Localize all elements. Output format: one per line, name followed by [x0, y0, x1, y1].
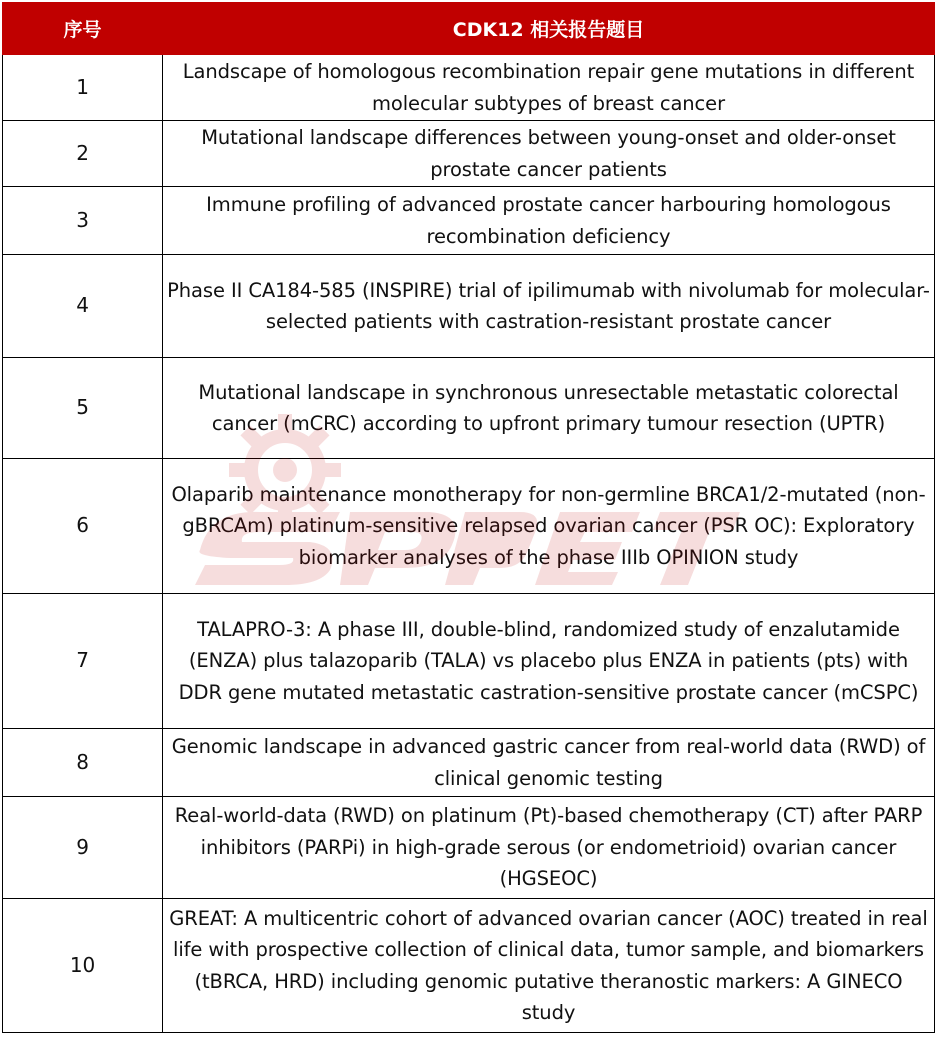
index-column-header: 序号	[3, 3, 163, 55]
row-title: Mutational landscape differences between young-onset and older-onset prostate cancer patients	[163, 121, 935, 187]
row-title: Real-world-data (RWD) on platinum (Pt)-based chemotherapy (CT) after PARP inhibitors (PARPi) in high-grade serous (or endometrioid) ovarian cancer (HGSEOC)	[163, 797, 935, 899]
row-title: Phase II CA184-585 (INSPIRE) trial of ipilimumab with nivolumab for molecular-selected patients with castration-resistant prostate cancer	[163, 255, 935, 358]
row-index: 2	[3, 121, 163, 187]
row-title: TALAPRO-3: A phase III, double-blind, randomized study of enzalutamide (ENZA) plus talazoparib (TALA) vs placebo plus ENZA in patients (pts) with DDR gene mutated metastatic castration-sensitive prostate cancer (mCSPC)	[163, 594, 935, 729]
table-row	[3, 358, 935, 459]
row-index: 6	[3, 459, 163, 594]
row-title: Olaparib maintenance monotherapy for non-germline BRCA1/2-mutated (non-gBRCAm) platinum-sensitive relapsed ovarian cancer (PSR OC): Exploratory biomarker analyses of the phase IIIb OPINION study	[163, 459, 935, 594]
row-index: 10	[3, 899, 163, 1033]
row-title: Genomic landscape in advanced gastric cancer from real-world data (RWD) of clinical genomic testing	[163, 729, 935, 797]
row-index: 4	[3, 255, 163, 358]
row-title: Landscape of homologous recombination repair gene mutations in different molecular subtypes of breast cancer	[163, 55, 935, 121]
table-row	[3, 187, 935, 255]
row-index: 7	[3, 594, 163, 729]
report-table-container	[2, 2, 934, 1033]
table-row	[3, 255, 935, 358]
row-index: 9	[3, 797, 163, 899]
table-row	[3, 459, 935, 594]
table-header-row	[3, 3, 935, 55]
row-index: 5	[3, 358, 163, 459]
row-index: 8	[3, 729, 163, 797]
table-row	[3, 797, 935, 899]
table-row	[3, 729, 935, 797]
row-title: GREAT: A multicentric cohort of advanced ovarian cancer (AOC) treated in real life with prospective collection of clinical data, tumor sample, and biomarkers (tBRCA, HRD) including genomic putative theranostic markers: A GINECO study	[163, 899, 935, 1033]
table-row	[3, 55, 935, 121]
row-index: 3	[3, 187, 163, 255]
report-table	[2, 2, 935, 1033]
row-index: 1	[3, 55, 163, 121]
row-title: Mutational landscape in synchronous unresectable metastatic colorectal cancer (mCRC) according to upfront primary tumour resection (UPTR)	[163, 358, 935, 459]
table-row	[3, 899, 935, 1033]
row-title: Immune profiling of advanced prostate cancer harbouring homologous recombination deficiency	[163, 187, 935, 255]
table-row	[3, 121, 935, 187]
table-row	[3, 594, 935, 729]
title-column-header: CDK12 相关报告题目	[163, 3, 935, 55]
